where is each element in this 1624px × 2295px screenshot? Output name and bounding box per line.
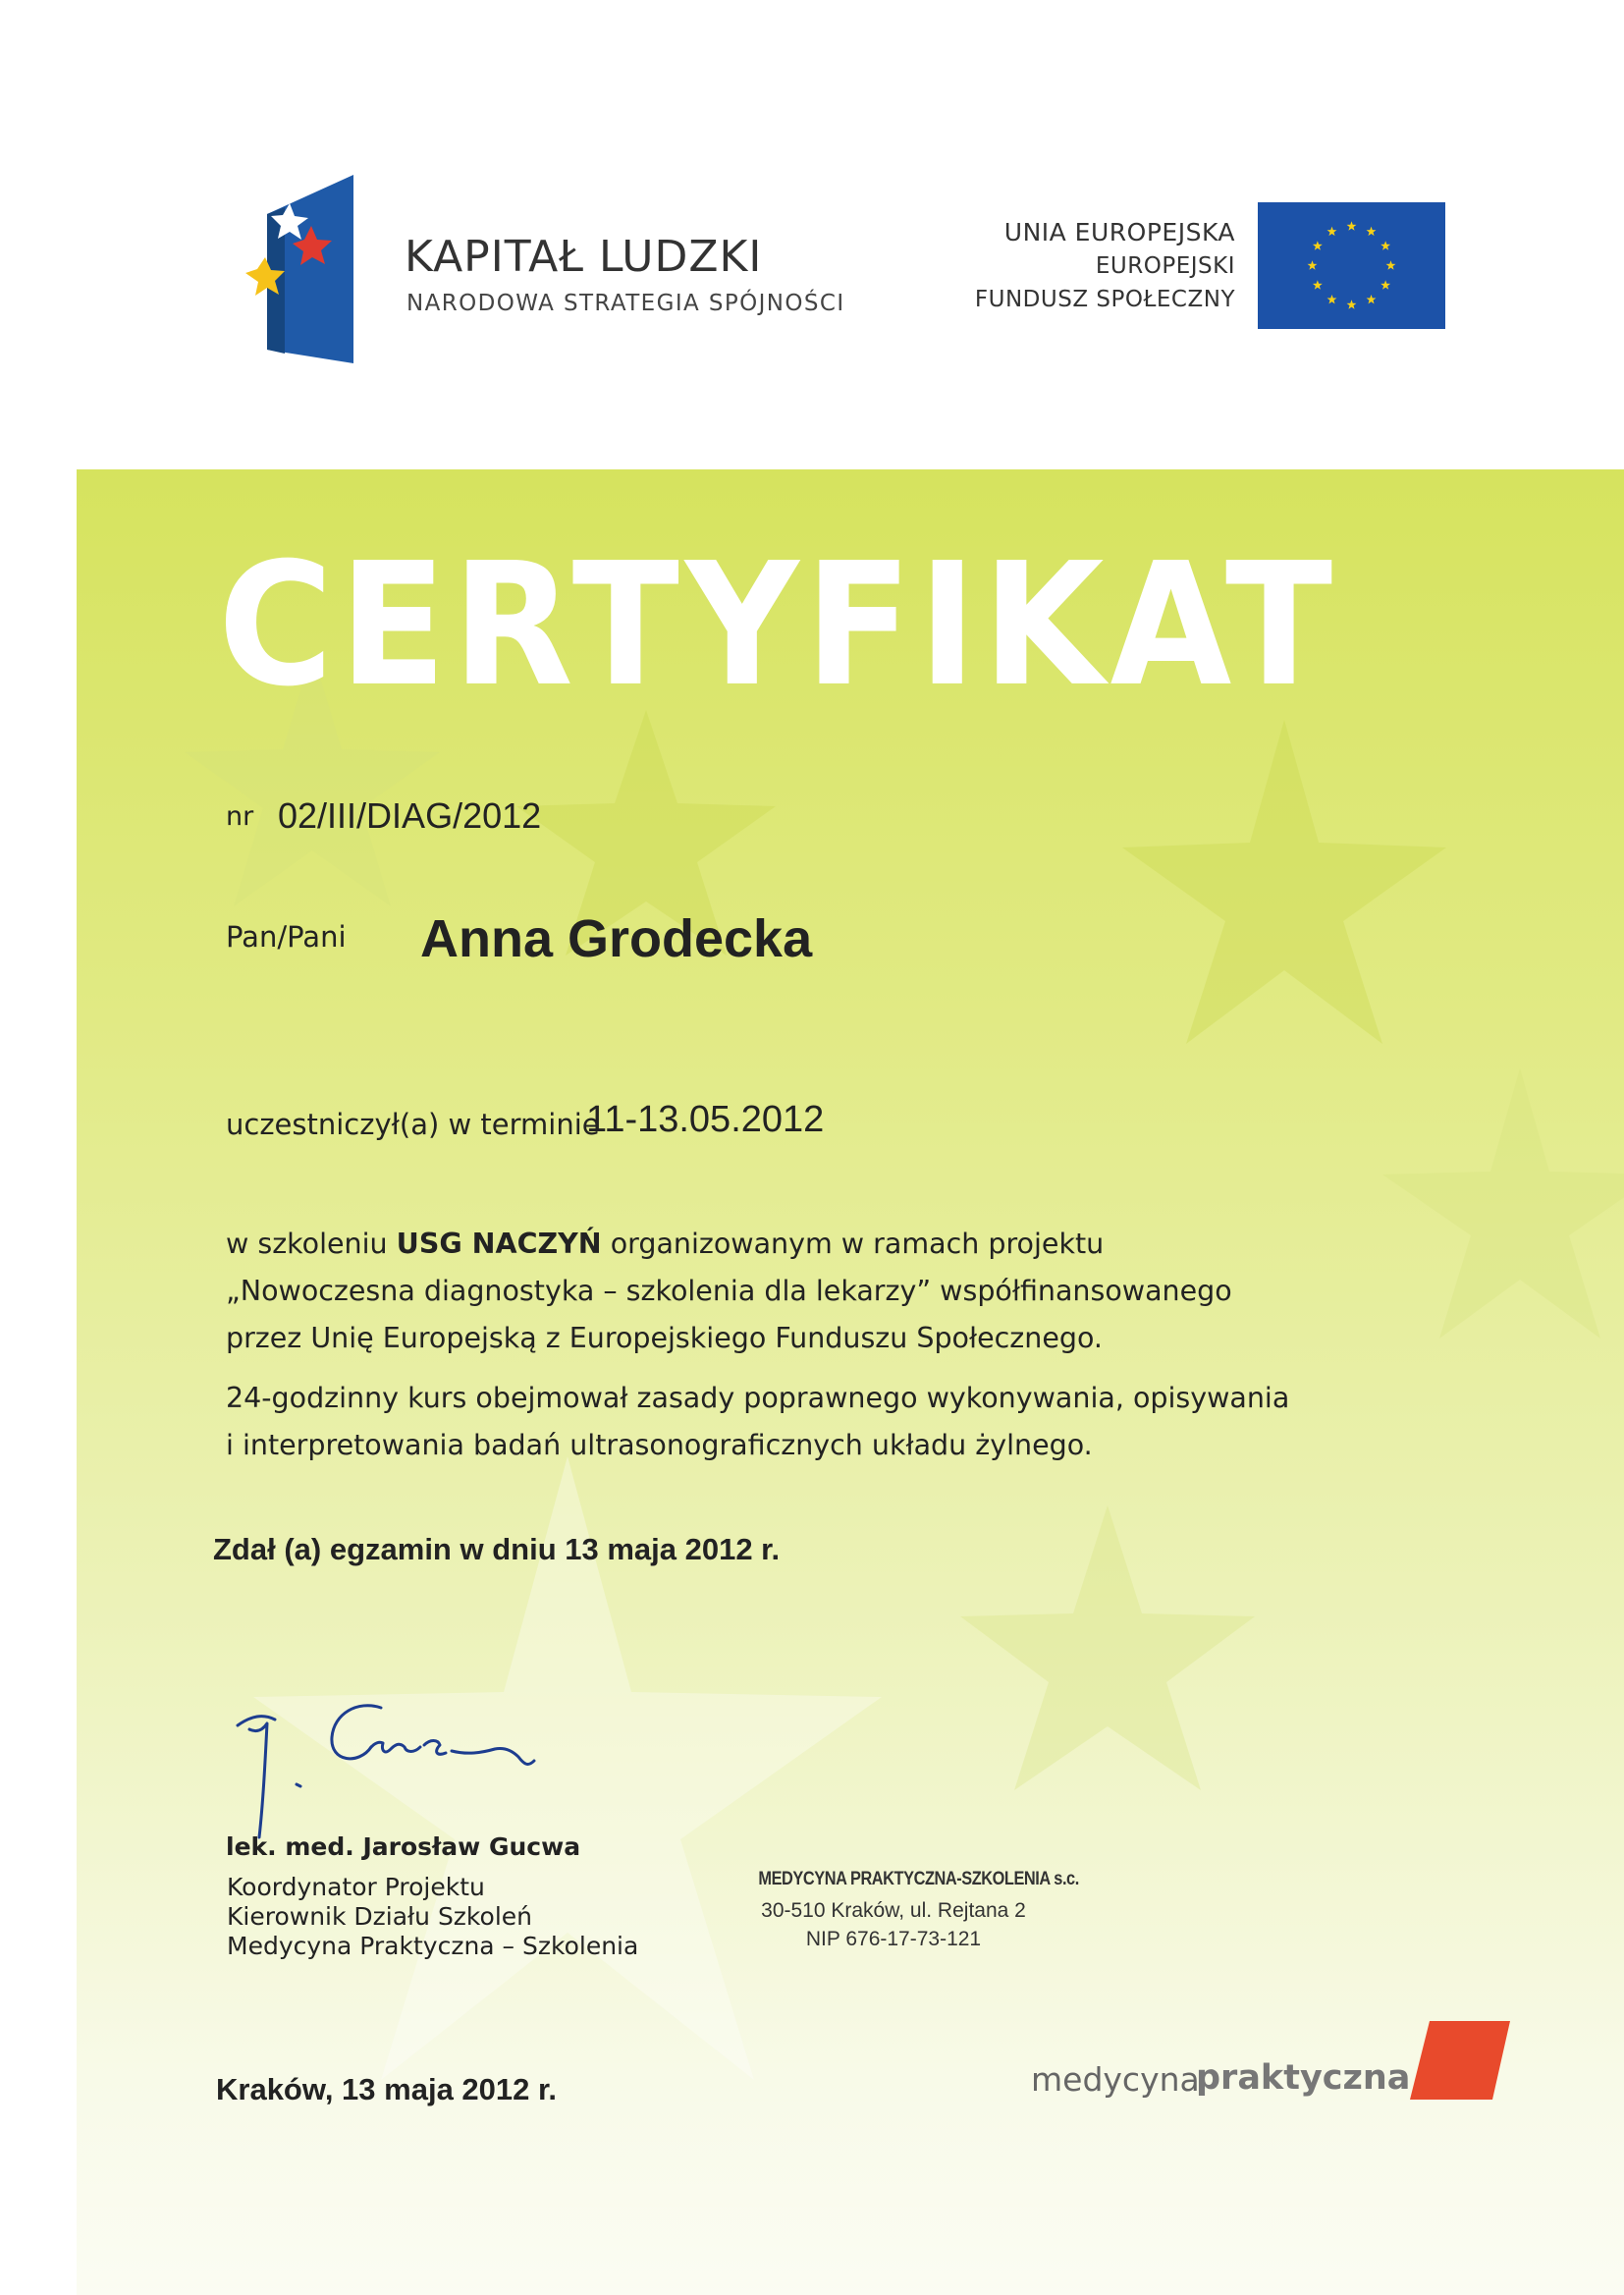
signatory-role-3: Medycyna Praktyczna – Szkolenia	[227, 1932, 639, 1960]
signatory-name: lek. med. Jarosław Gucwa	[226, 1832, 581, 1861]
stamp-company: MEDYCYNA PRAKTYCZNA-SZKOLENIA s.c.	[758, 1869, 1079, 1889]
body-line-4: 24-godzinny kurs obejmował zasady poprawnego wykonywania, opisywania	[226, 1382, 1290, 1414]
signatory-role-2: Kierownik Działu Szkoleń	[227, 1902, 532, 1931]
place-and-date: Kraków, 13 maja 2012 r.	[216, 2072, 557, 2106]
body-line-1	[226, 1228, 1104, 1260]
kapital-ludzki-subtitle: NARODOWA STRATEGIA SPÓJNOŚCI	[406, 291, 845, 316]
course-name: USG NACZYŃ	[396, 1228, 602, 1260]
brand-bold-text: praktyczna	[1196, 2058, 1411, 2098]
exam-statement: Zdał (a) egzamin w dniu 13 maja 2012 r.	[213, 1532, 781, 1566]
term-label: uczestniczył(a) w terminie	[226, 1108, 600, 1141]
person-label: Pan/Pani	[226, 920, 347, 954]
eu-line-2: EUROPEJSKI	[1095, 253, 1235, 279]
kapital-ludzki-logo-icon	[245, 175, 361, 363]
number-label: nr	[226, 801, 254, 832]
body-line-1-post: organizowanym w ramach projektu	[601, 1228, 1105, 1260]
term-value: 11-13.05.2012	[586, 1099, 825, 1140]
body-line-5: i interpretowania badań ultrasonograficznych układu żylnego.	[226, 1429, 1093, 1461]
person-name: Anna Grodecka	[420, 909, 813, 968]
eu-line-3: FUNDUSZ SPOŁECZNY	[974, 287, 1235, 312]
eu-flag-icon	[1258, 202, 1445, 329]
body-line-2: „Nowoczesna diagnostyka – szkolenia dla lekarzy” współfinansowanego	[226, 1275, 1232, 1307]
kapital-ludzki-title: KAPITAŁ LUDZKI	[405, 232, 763, 282]
eu-line-1: UNIA EUROPEJSKA	[1003, 218, 1235, 246]
body-line-1-pre: w szkoleniu	[226, 1228, 397, 1260]
handwritten-signature	[224, 1694, 548, 1841]
stamp-nip: NIP 676-17-73-121	[805, 1928, 982, 1950]
stamp-address: 30-510 Kraków, ul. Rejtana 2	[761, 1899, 1026, 1922]
body-line-3: przez Unię Europejską z Europejskiego Funduszu Społecznego.	[226, 1322, 1103, 1354]
brand-light-text: medycyna	[1031, 2060, 1200, 2099]
certificate-number: 02/III/DIAG/2012	[278, 795, 542, 836]
certificate-title: CERTYFIKAT	[218, 525, 1339, 724]
signatory-role-1: Koordynator Projektu	[227, 1873, 485, 1901]
medycyna-praktyczna-logo-icon	[1410, 2021, 1510, 2100]
